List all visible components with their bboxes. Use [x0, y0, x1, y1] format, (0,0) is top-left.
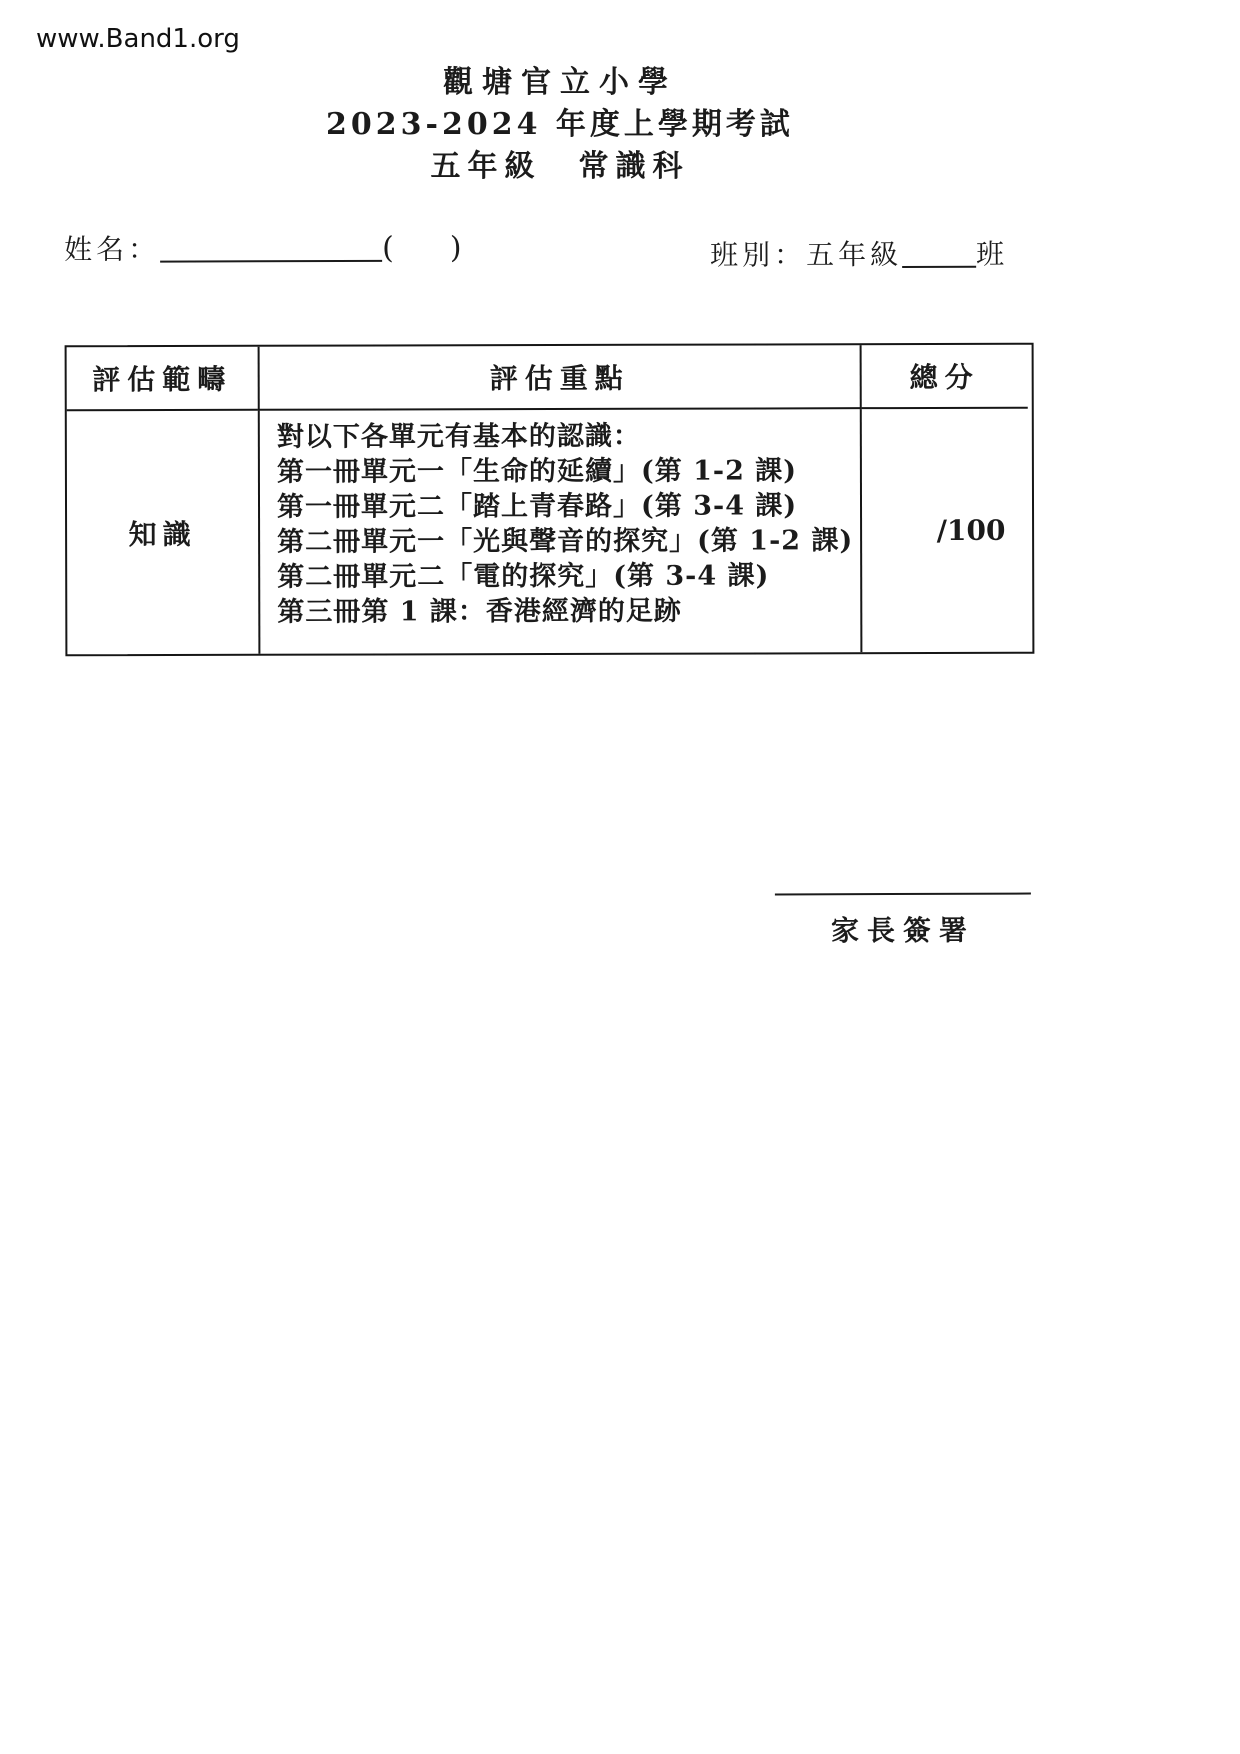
signature-label: 家長簽署 [830, 913, 976, 948]
class-field-group [710, 233, 1008, 274]
name-label: 姓名： [64, 232, 161, 266]
assessment-table [65, 343, 1035, 657]
watermark-url: www.Band1.org [36, 24, 240, 54]
category-cell: 知識 [128, 517, 197, 551]
student-info-row [0, 224, 1240, 272]
grade-subject: 五年級 常識科 [430, 149, 690, 184]
point-line: 第二冊單元二「電的探究」(第 3-4 課) [277, 560, 770, 593]
class-number-paren-close: ) [449, 230, 466, 266]
class-label: 班別：五年級 [710, 238, 903, 272]
signature-line [775, 893, 1031, 896]
table-header-row [67, 345, 1032, 412]
class-suffix-label: 班 [976, 237, 1009, 271]
class-blank-line [902, 266, 976, 268]
column-header-total: 總分 [862, 345, 1028, 409]
exam-title: 2023-2024 年度上學期考試 [326, 107, 794, 142]
column-header-category: 評估範疇 [67, 347, 258, 411]
point-line: 第二冊單元一「光與聲音的探究」(第 1-2 課) [277, 525, 854, 558]
name-blank-line [160, 260, 382, 263]
table-row [67, 409, 1033, 655]
point-line: 第一冊單元二「踏上青春路」(第 3-4 課) [276, 490, 798, 523]
parent-signature-block [775, 893, 1031, 950]
total-score-cell: /100 [936, 513, 1006, 547]
school-name: 觀塘官立小學 [443, 65, 677, 100]
column-header-focus: 評估重點 [258, 345, 862, 411]
point-line: 第三冊第 1 課：香港經濟的足跡 [277, 595, 682, 628]
assessment-points-cell [258, 409, 863, 654]
name-field-group [64, 227, 466, 268]
point-line: 第一冊單元一「生命的延續」(第 1-2 課) [276, 455, 798, 488]
document-header [0, 62, 1120, 188]
point-line: 對以下各單元有基本的認識： [276, 420, 641, 453]
class-number-paren-open: ( [382, 230, 398, 266]
